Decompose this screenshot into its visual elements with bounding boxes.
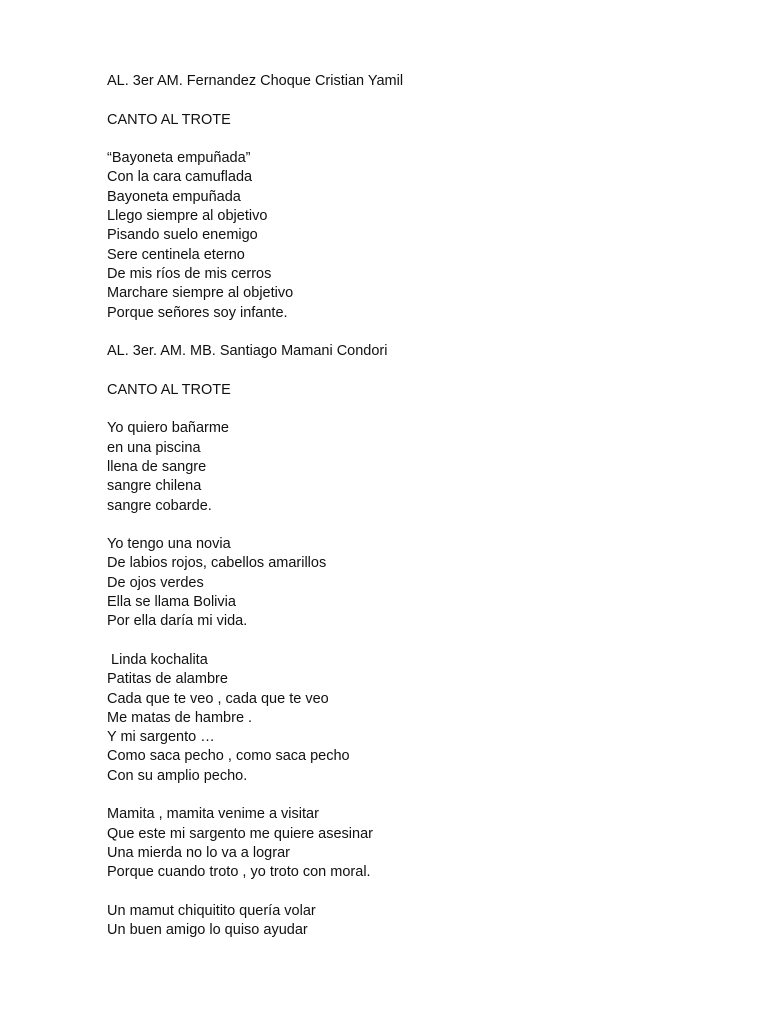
author-header-1: AL. 3er AM. Fernandez Choque Cristian Yamil [107, 73, 404, 89]
poem-line: Yo quiero bañarme [107, 420, 229, 437]
poem-1 [107, 149, 768, 323]
stanza-4 [107, 805, 768, 882]
poem-line: Por ella daría mi vida. [107, 613, 248, 630]
poem-line: Patitas de alambre [107, 671, 228, 688]
poem-line: Cada que te veo , cada que te veo [107, 690, 329, 707]
blank-line [107, 516, 768, 535]
poem-line: “Bayoneta empuñada” [107, 150, 251, 167]
blank-line [107, 632, 768, 651]
poem-line: Me matas de hambre . [107, 709, 253, 726]
blank-line [107, 400, 768, 419]
author-header-2: AL. 3er. AM. MB. Santiago Mamani Condori [107, 343, 388, 360]
poem-line: en una piscina [107, 439, 201, 456]
poem-line: Ella se llama Bolivia [107, 594, 236, 611]
poem-line: llena de sangre [107, 458, 207, 475]
poem-line: Llego siempre al objetivo [107, 208, 268, 225]
poem-line: sangre cobarde. [107, 497, 212, 514]
poem-line: Como saca pecho , como saca pecho [107, 748, 350, 765]
poem-line: Mamita , mamita venime a visitar [107, 806, 319, 823]
poem-line: De ojos verdes [107, 574, 204, 591]
poem-line: Sere centinela eterno [107, 246, 245, 263]
poem-line: Marchare siempre al objetivo [107, 285, 294, 302]
poem-line: sangre chilena [107, 478, 202, 495]
poem-line: Un mamut chiquitito quería volar [107, 902, 316, 919]
blank-line [107, 786, 768, 805]
blank-line [107, 91, 768, 110]
stanza-2 [107, 535, 768, 631]
blank-line [107, 361, 768, 380]
stanza-5 [107, 902, 768, 941]
poem-line: Bayoneta empuñada [107, 188, 241, 205]
poem-line: Pisando suelo enemigo [107, 227, 258, 244]
poem-line: Y mi sargento … [107, 729, 215, 746]
poem-line: Linda kochalita [107, 651, 208, 668]
section-heading-1: CANTO AL TROTE [107, 111, 231, 128]
poem-line: Un buen amigo lo quiso ayudar [107, 922, 308, 939]
stanza-1 [107, 419, 768, 515]
poem-line: Porque señores soy infante. [107, 304, 288, 321]
poem-line: Porque cuando troto , yo troto con moral. [107, 864, 371, 881]
blank-line [107, 323, 768, 342]
stanza-3 [107, 651, 768, 786]
section-heading-2: CANTO AL TROTE [107, 381, 231, 398]
poem-line: Con su amplio pecho. [107, 767, 248, 784]
blank-line [107, 882, 768, 901]
poem-line: Una mierda no lo va a lograr [107, 844, 290, 861]
poem-line: De mis ríos de mis cerros [107, 265, 272, 282]
poem-line: Con la cara camuflada [107, 169, 253, 186]
blank-line [107, 130, 768, 149]
poem-line: Yo tengo una novia [107, 536, 231, 553]
poem-line: De labios rojos, cabellos amarillos [107, 555, 327, 572]
poem-line: Que este mi sargento me quiere asesinar [107, 825, 373, 842]
